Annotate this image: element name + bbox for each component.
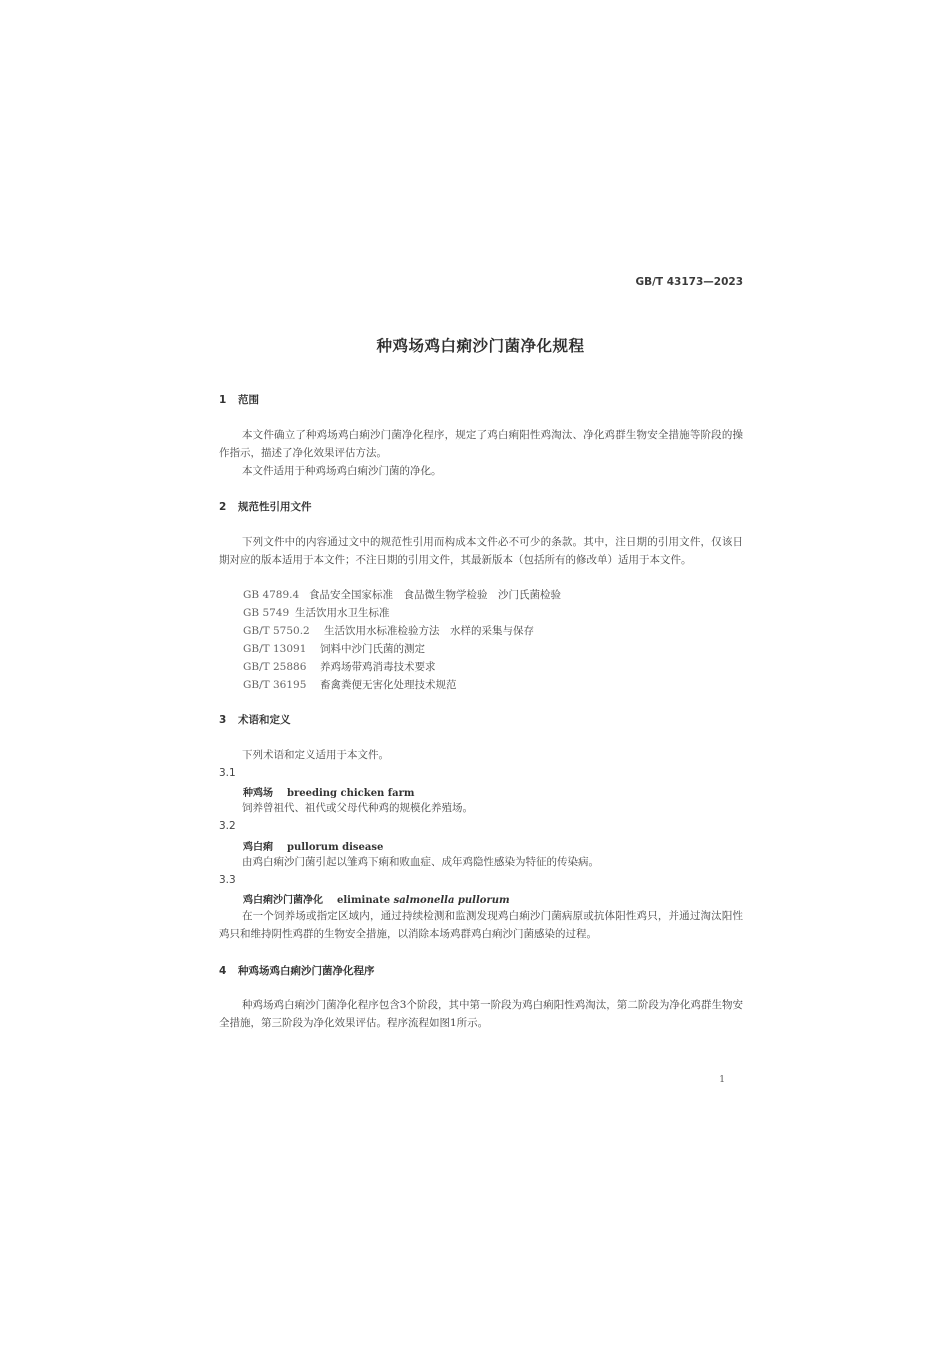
term-english <box>337 895 510 906</box>
reference-name: 畜禽粪便无害化处理技术规范 <box>320 679 457 691</box>
section-4-heading <box>219 963 375 978</box>
section-2-heading <box>219 499 312 514</box>
term-definition: 由鸡白痢沙门菌引起以雏鸡下痢和败血症、成年鸡隐性感染为特征的传染病。 <box>242 856 599 868</box>
section-number: 4 <box>219 965 227 977</box>
reference-code: GB/T 25886 <box>243 661 307 673</box>
term-english-plain: eliminate <box>337 895 394 906</box>
section-number: 2 <box>219 501 227 513</box>
section-title: 范围 <box>238 394 259 406</box>
term-number: 3.1 <box>219 767 236 779</box>
section-1-paragraph-2: 本文件适用于种鸡场鸡白痢沙门菌的净化。 <box>242 465 442 477</box>
term-english-italic: salmonella pullorum <box>393 895 510 906</box>
document-title: 种鸡场鸡白痢沙门菌净化规程 <box>376 337 585 355</box>
standard-code: GB/T 43173—2023 <box>635 276 743 288</box>
reference-code: GB/T 5750.2 <box>243 625 310 637</box>
section-title: 术语和定义 <box>238 714 291 726</box>
term-english: breeding chicken farm <box>287 788 415 799</box>
term-number: 3.2 <box>219 820 236 832</box>
section-3-heading <box>219 712 291 727</box>
reference-item <box>243 640 425 658</box>
term-heading <box>243 784 414 799</box>
section-title: 规范性引用文件 <box>238 501 312 513</box>
reference-name: 生活饮用水卫生标准 <box>295 607 390 619</box>
term-heading <box>243 838 383 853</box>
term-chinese: 种鸡场 <box>243 788 273 799</box>
term-english: pullorum disease <box>287 842 384 853</box>
section-number: 3 <box>219 714 227 726</box>
reference-code: GB 5749 <box>243 607 290 619</box>
term-number: 3.3 <box>219 874 236 886</box>
term-definition: 在一个饲养场或指定区域内，通过持续检测和监测发现鸡白痢沙门菌病原或抗体阳性鸡只，并通过淘汰阳性鸡只和维持阴性鸡群的生物安全措施，以消除本场鸡群鸡白痢沙门菌感染的过程。 <box>219 910 743 940</box>
term-heading <box>243 891 510 906</box>
reference-item <box>243 586 561 604</box>
section-3-paragraph-1: 下列术语和定义适用于本文件。 <box>242 749 389 761</box>
reference-code: GB/T 36195 <box>243 679 307 691</box>
section-1-paragraph-1: 本文件确立了种鸡场鸡白痢沙门菌净化程序，规定了鸡白痢阳性鸡淘汰、净化鸡群生物安全措施等阶段的操作指示，描述了净化效果评估方法。 <box>219 429 743 459</box>
section-2-paragraph-1: 下列文件中的内容通过文中的规范性引用而构成本文件必不可少的条款。其中，注日期的引用文件，仅该日期对应的版本适用于本文件；不注日期的引用文件，其最新版本（包括所有的修改单）适用于本文件。 <box>219 536 743 566</box>
section-title: 种鸡场鸡白痢沙门菌净化程序 <box>238 965 375 977</box>
reference-name: 养鸡场带鸡消毒技术要求 <box>320 661 436 673</box>
term-chinese: 鸡白痢 <box>243 842 273 853</box>
reference-item <box>243 658 436 676</box>
term-definition: 饲养曾祖代、祖代或父母代种鸡的规模化养殖场。 <box>242 802 473 814</box>
term-chinese: 鸡白痢沙门菌净化 <box>243 895 323 906</box>
reference-name: 饲料中沙门氏菌的测定 <box>320 643 425 655</box>
section-number: 1 <box>219 394 227 406</box>
reference-item <box>243 676 457 694</box>
reference-name: 食品安全国家标准 食品微生物学检验 沙门氏菌检验 <box>309 589 561 601</box>
reference-item <box>243 622 534 640</box>
page-number: 1 <box>719 1075 725 1085</box>
section-1-heading <box>219 392 259 407</box>
reference-item <box>243 604 390 622</box>
reference-code: GB 4789.4 <box>243 589 300 601</box>
reference-code: GB/T 13091 <box>243 643 307 655</box>
reference-name: 生活饮用水标准检验方法 水样的采集与保存 <box>324 625 534 637</box>
section-4-paragraph-1: 种鸡场鸡白痢沙门菌净化程序包含3个阶段，其中第一阶段为鸡白痢阳性鸡淘汰，第二阶段为净化鸡群生物安全措施，第三阶段为净化效果评估。程序流程如图1所示。 <box>219 999 743 1029</box>
